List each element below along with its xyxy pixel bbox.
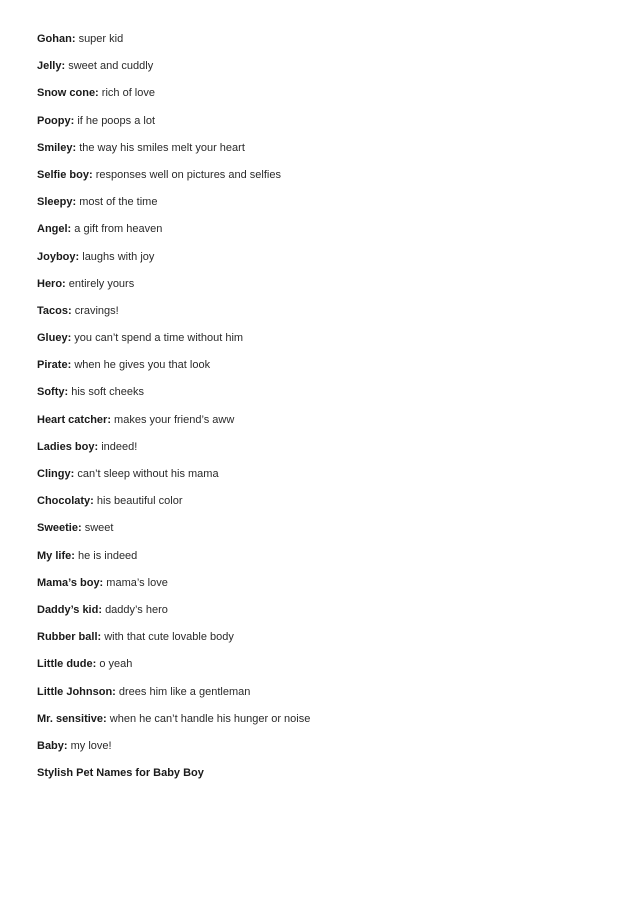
pet-name-entry [37, 656, 597, 683]
pet-name-description: sweet [84, 522, 114, 535]
pet-name-term: Little Johnson: [37, 685, 116, 698]
pet-name-term: Little dude: [37, 658, 97, 671]
pet-name-term: Gohan: [37, 33, 76, 45]
pet-name-term: Smiley: [37, 141, 77, 154]
pet-name-description: can’t sleep without his mama [77, 468, 219, 480]
pet-name-term: Sweetie: [37, 522, 82, 535]
pet-name-description: the way his smiles melt your heart [79, 141, 245, 154]
pet-name-entry [37, 31, 597, 58]
pet-name-entry [37, 58, 597, 85]
pet-name-term: Sleepy: [37, 196, 77, 209]
pet-name-list [37, 31, 597, 765]
pet-name-description: mama’s love [106, 576, 168, 589]
pet-name-entry [37, 629, 597, 656]
pet-name-description: he is indeed [77, 549, 138, 562]
pet-name-description: with that cute lovable body [104, 631, 234, 644]
pet-name-entry [37, 194, 597, 221]
pet-name-entry [37, 548, 597, 575]
pet-name-term: Gluey: [37, 332, 72, 345]
pet-name-term: Jelly: [37, 60, 66, 73]
pet-name-term: Chocolaty: [37, 495, 94, 508]
pet-name-entry [37, 466, 597, 493]
pet-name-entry [37, 412, 597, 439]
pet-name-description: you can’t spend a time without him [74, 332, 244, 345]
pet-name-entry [37, 575, 597, 602]
pet-name-entry [37, 520, 597, 547]
pet-name-term: Selfie boy: [37, 168, 93, 181]
pet-name-entry [37, 684, 597, 711]
pet-name-term: Ladies boy: [37, 440, 99, 453]
pet-name-term: Rubber ball: [37, 631, 102, 644]
pet-name-term: Baby: [37, 739, 68, 752]
pet-name-entry [37, 249, 597, 276]
pet-name-entry [37, 330, 597, 357]
pet-name-description: a gift from heaven [74, 223, 163, 236]
pet-name-description: his soft cheeks [71, 386, 144, 399]
pet-name-entry [37, 493, 597, 520]
pet-name-description: when he can’t handle his hunger or noise [109, 712, 311, 725]
pet-name-term: My life: [37, 549, 75, 562]
pet-name-entry [37, 140, 597, 167]
pet-name-description: when he gives you that look [74, 359, 211, 372]
pet-name-description: laughs with joy [82, 250, 155, 263]
pet-name-description: his beautiful color [96, 495, 183, 508]
pet-name-description: if he poops a lot [77, 114, 156, 127]
pet-name-term: Snow cone: [37, 87, 99, 100]
pet-name-description: indeed! [101, 440, 138, 453]
pet-name-description: makes your friend’s aww [114, 413, 235, 426]
pet-name-term: Mr. sensitive: [37, 712, 107, 725]
pet-name-description: daddy’s hero [105, 603, 168, 616]
pet-name-term: Angel: [37, 223, 72, 236]
pet-name-term: Clingy: [37, 468, 75, 480]
pet-name-term: Joyboy: [37, 250, 80, 263]
pet-name-description: sweet and cuddly [68, 60, 154, 73]
pet-name-term: Pirate: [37, 359, 72, 372]
pet-name-entry [37, 85, 597, 112]
pet-name-entry [37, 221, 597, 248]
pet-name-description: my love! [70, 739, 112, 752]
pet-name-entry [37, 113, 597, 140]
pet-name-term: Poopy: [37, 114, 75, 127]
pet-name-entry [37, 602, 597, 629]
pet-name-term: Hero: [37, 277, 66, 290]
pet-name-description: responses well on pictures and selfies [95, 168, 281, 181]
pet-name-entry [37, 439, 597, 466]
pet-name-entry [37, 276, 597, 303]
pet-name-entry [37, 738, 597, 765]
pet-name-term: Softy: [37, 386, 69, 399]
pet-name-description: rich of love [101, 87, 155, 100]
pet-name-entry [37, 711, 597, 738]
pet-name-description: cravings! [74, 304, 119, 317]
pet-name-description: entirely yours [68, 277, 135, 290]
pet-name-description: o yeah [99, 658, 133, 671]
pet-name-entry [37, 303, 597, 330]
pet-name-term: Mama’s boy: [37, 576, 104, 589]
pet-name-entry [37, 384, 597, 411]
pet-name-term: Daddy’s kid: [37, 603, 102, 616]
pet-name-description: super kid [78, 33, 124, 45]
pet-name-description: most of the time [79, 196, 158, 209]
pet-name-term: Tacos: [37, 304, 72, 317]
pet-name-entry [37, 167, 597, 194]
pet-name-entry [37, 357, 597, 384]
section-heading: Stylish Pet Names for Baby Boy [37, 767, 204, 779]
pet-name-term: Heart catcher: [37, 413, 111, 426]
pet-name-description: drees him like a gentleman [118, 685, 251, 698]
